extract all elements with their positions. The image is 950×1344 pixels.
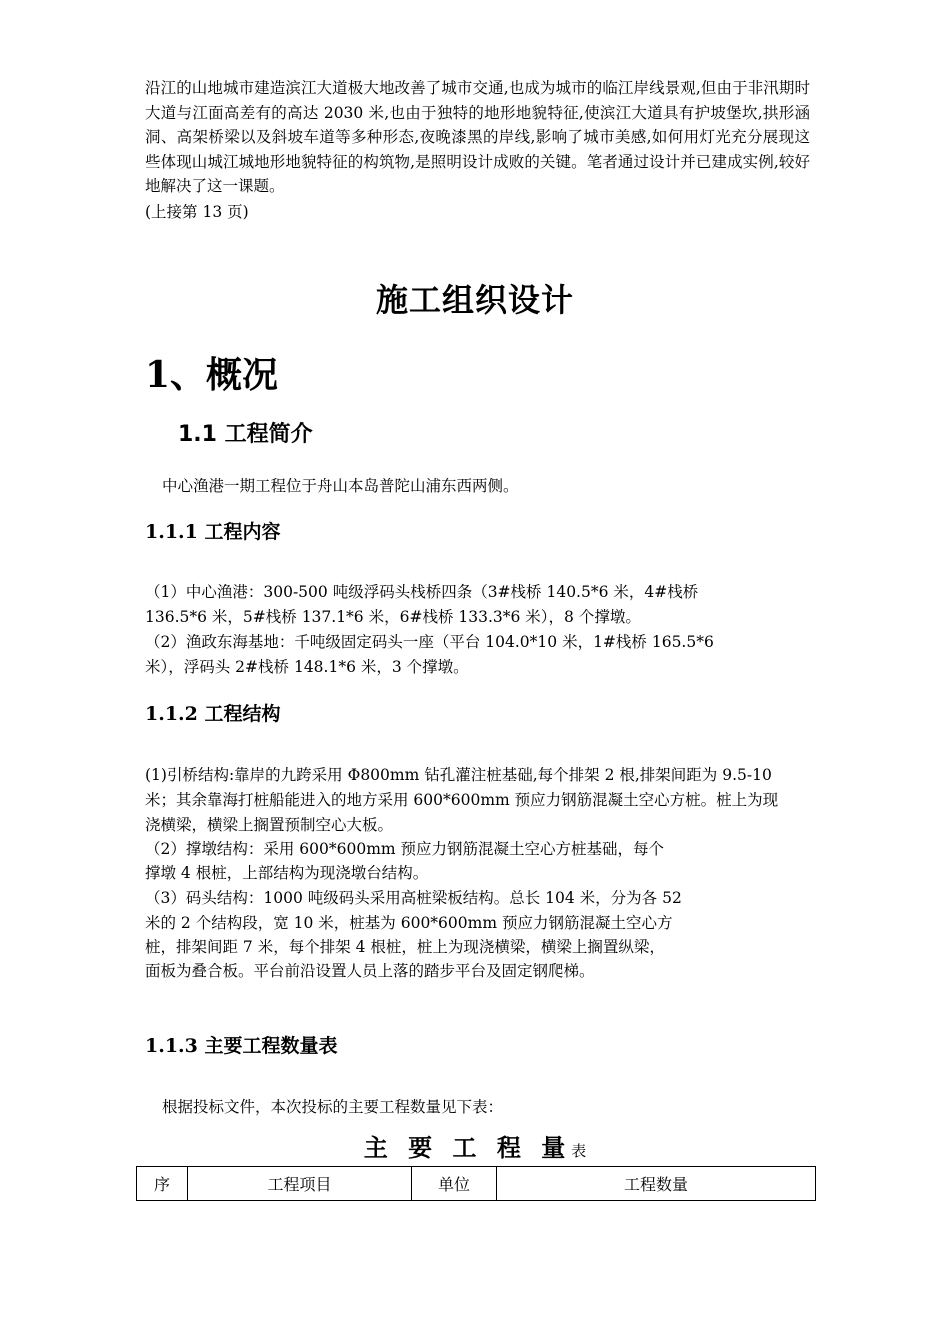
table-title — [0, 1128, 950, 1163]
structure-line: （3）码头结构：1000 吨级码头采用高桩梁板结构。总长 104 米，分为各 52 — [145, 889, 682, 907]
content-line: （2）渔政东海基地：千吨级固定码头一座（平台 104.0*10 米，1#栈桥 165.5*6 — [145, 633, 714, 651]
content-line: 136.5*6 米，5#栈桥 137.1*6 米，6#栈桥 133.3*6 米），8 个撑墩。 — [145, 608, 641, 626]
structure-line: (1)引桥结构:靠岸的九跨采用 Φ800mm 钻孔灌注桩基础,每个排架 2 根,排架间距为 9.5-10 — [145, 766, 772, 784]
content-line: 米），浮码头 2#栈桥 148.1*6 米，3 个撑墩。 — [145, 658, 469, 676]
structure-line: 面板为叠合板。平台前沿设置人员上落的踏步平台及固定钢爬梯。 — [145, 962, 595, 980]
structure-line: 米；其余靠海打桩船能进入的地方采用 600*600mm 预应力钢筋混凝土空心方桩。桩上为现 — [145, 791, 779, 809]
structure-line: （2）撑墩结构：采用 600*600mm 预应力钢筋混凝土空心方桩基础，每个 — [145, 840, 665, 858]
table-title-suffix: 表 — [571, 1142, 587, 1160]
structure-line: 撑墩 4 根桩，上部结构为现浇墩台结构。 — [145, 864, 429, 882]
table-header-cell: 工程数量 — [497, 1167, 816, 1201]
subsection-heading-1-1: 1.1 工程简介 — [178, 422, 313, 447]
table-header-cell: 工程项目 — [188, 1167, 412, 1201]
table-header-row — [137, 1167, 816, 1201]
subsection-heading-1-1-1: 1.1.1 工程内容 — [145, 521, 281, 543]
intro-paragraph: 沿江的山地城市建造滨江大道极大地改善了城市交通,也成为城市的临江岸线景观,但由于非汛期时大道与江面高差有的高达 2030 米,也由于独特的地形地貌特征,使滨江大道具有护坡堡坎,拱形涵洞、高架桥梁以及斜坡车道等多种形态,夜晚漆黑的岸线,影响了城市美感,如何用灯光充分展现这些体现山城江城地形地貌特征的构筑物,是照明设计成败的关键。笔者通过设计并已建成实例,较好地解决了这一课题。 — [145, 79, 810, 195]
section-heading-1: 1、概况 — [145, 354, 279, 396]
table-header-cell: 序 — [137, 1167, 188, 1201]
structure-line: 桩，排架间距 7 米，每个排架 4 根桩，桩上为现浇横梁，横梁上搁置纵梁， — [145, 938, 665, 956]
quantity-table — [136, 1166, 816, 1201]
structure-line: 浇横梁，横梁上搁置预制空心大板。 — [145, 816, 394, 834]
table-title-main: 主 要 工 程 量 — [363, 1133, 572, 1162]
structure-line: 米的 2 个结构段，宽 10 米，桩基为 600*600mm 预应力钢筋混凝土空心方 — [145, 914, 673, 932]
quantity-intro-text: 根据投标文件，本次投标的主要工程数量见下表： — [162, 1098, 504, 1116]
subsection-heading-1-1-2: 1.1.2 工程结构 — [145, 703, 281, 725]
project-intro-text: 中心渔港一期工程位于舟山本岛普陀山浦东西两侧。 — [162, 477, 519, 495]
subsection-heading-1-1-3: 1.1.3 主要工程数量表 — [145, 1035, 338, 1057]
content-line: （1）中心渔港：300-500 吨级浮码头栈桥四条（3#栈桥 140.5*6 米，4#栈桥 — [145, 583, 699, 601]
document-title: 施工组织设计 — [375, 281, 574, 319]
table-header-cell: 单位 — [412, 1167, 497, 1201]
continuation-note: (上接第 13 页) — [145, 203, 249, 221]
